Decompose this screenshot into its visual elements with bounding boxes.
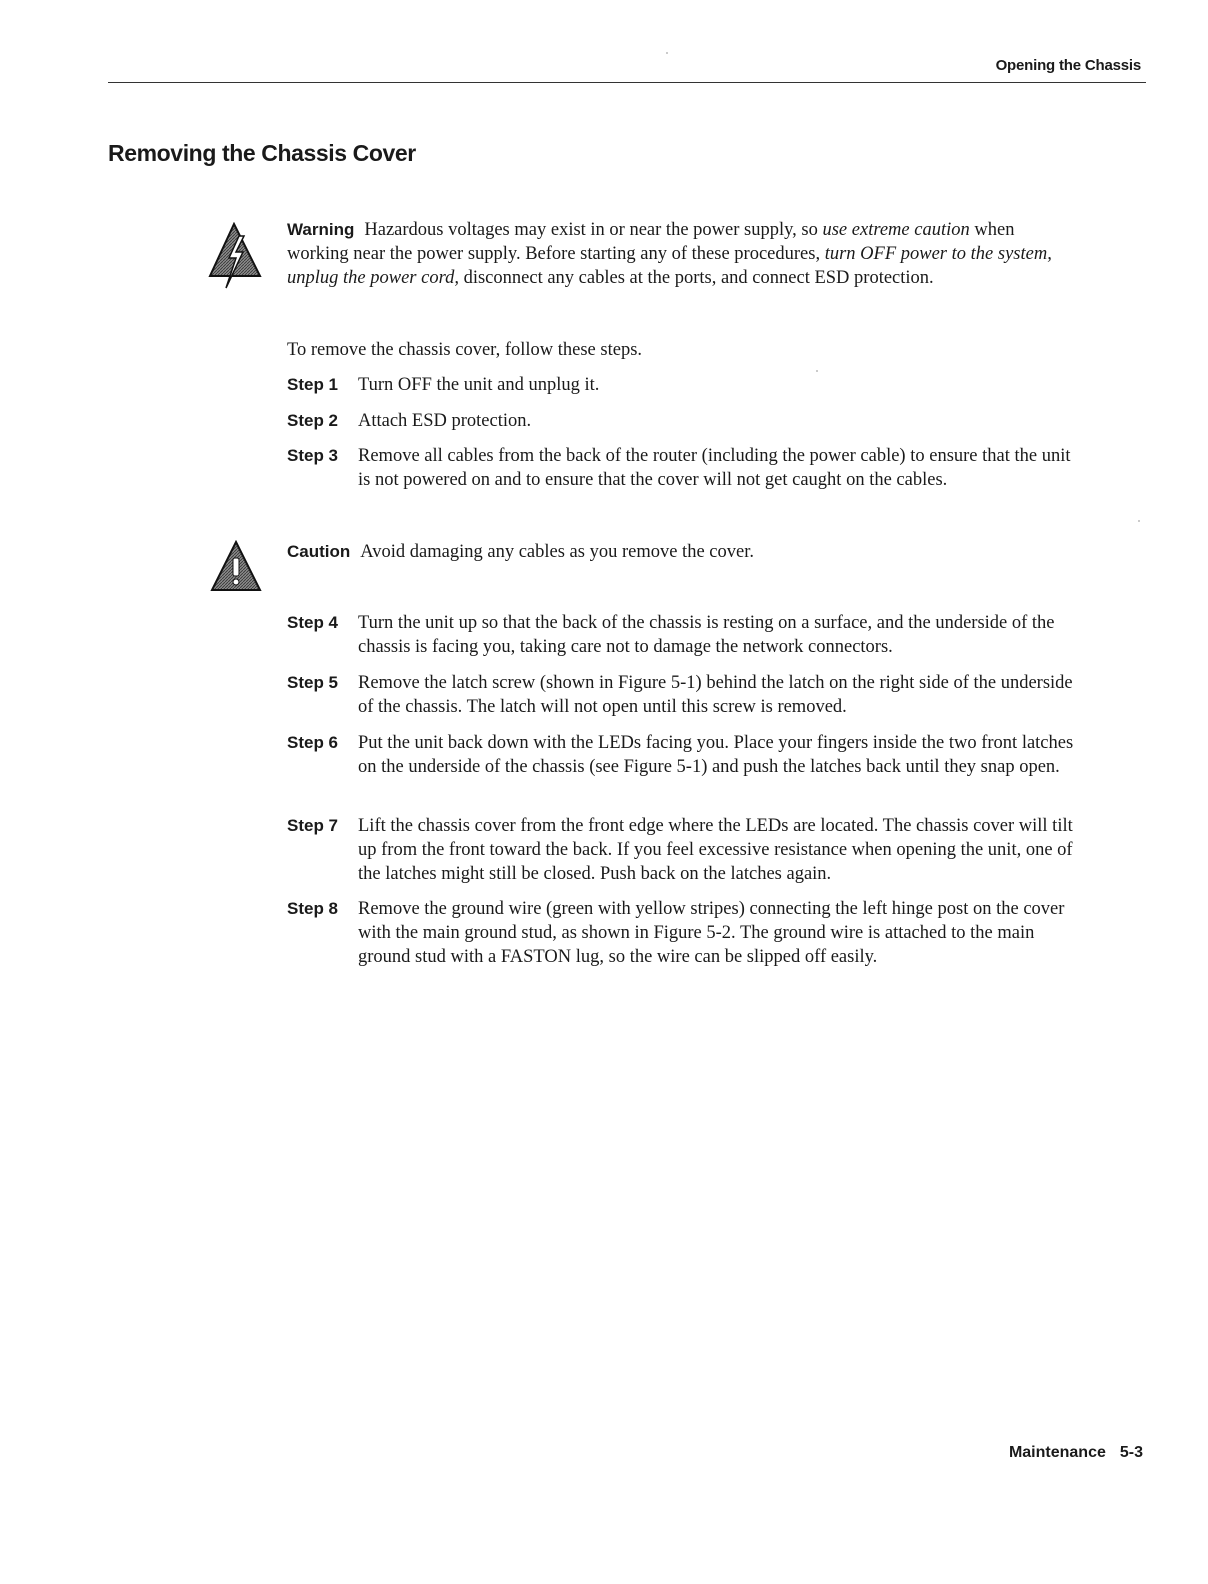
step-text: Turn OFF the unit and unplug it. (358, 375, 600, 395)
step-label: Step 6 (287, 733, 339, 752)
step-label: Step 3 (287, 446, 339, 465)
caution-text: Avoid damaging any cables as you remove the cover. (360, 542, 754, 562)
warning-text-1: Hazardous voltages may exist in or near the power supply, so (364, 220, 823, 240)
scan-speck (666, 52, 668, 54)
intro-paragraph: To remove the chassis cover, follow these steps. (287, 340, 643, 360)
section-title: Removing the Chassis Cover (108, 140, 416, 166)
running-header: Opening the Chassis (995, 57, 1141, 74)
header-rule (108, 82, 1146, 83)
step-4 (287, 611, 1077, 659)
step-text: Remove all cables from the back of the router (including the power cable) to ensure that the unit is not powered on and to ensure that the cover will not get caught on the cables. (358, 446, 1071, 490)
step-1 (287, 373, 1077, 397)
step-label: Step 2 (287, 411, 339, 430)
step-text: Lift the chassis cover from the front edge where the LEDs are located. The chassis cover will tilt up from the front toward the back. If you feel excessive resistance when opening the unit, one of the latches might still be closed. Push back on the latches again. (358, 816, 1073, 884)
warning-notice (287, 218, 1072, 290)
step-text: Remove the latch screw (shown in Figure 5-1) behind the latch on the right side of the underside of the chassis. The latch will not open until this screw is removed. (358, 673, 1073, 717)
warning-label: Warning (287, 220, 355, 239)
step-text: Remove the ground wire (green with yellow stripes) connecting the left hinge post on the cover with the main ground stud, as shown in Figure 5-2. The ground wire is attached to the main ground stud with a FASTON lug, so the wire can be slipped off easily. (358, 899, 1065, 967)
step-5 (287, 671, 1077, 719)
step-6 (287, 731, 1077, 779)
step-label: Step 7 (287, 816, 339, 835)
step-label: Step 8 (287, 899, 339, 918)
step-text: Turn the unit up so that the back of the chassis is resting on a surface, and the underside of the chassis is facing you, taking care not to damage the network connectors. (358, 613, 1055, 657)
step-2 (287, 409, 1077, 433)
scan-speck (1138, 520, 1140, 522)
step-8 (287, 897, 1077, 969)
step-3 (287, 444, 1077, 492)
warning-emphasis-2: turn OFF power to the system, unplug the power cord, (287, 244, 1052, 288)
step-7 (287, 814, 1077, 886)
step-label: Step 5 (287, 673, 339, 692)
step-text: Attach ESD protection. (358, 411, 532, 431)
warning-lightning-icon (208, 222, 264, 290)
footer-section: Maintenance (1008, 1444, 1106, 1461)
warning-emphasis-1: use extreme caution (822, 220, 970, 240)
caution-label: Caution (287, 542, 351, 561)
caution-exclamation-icon (210, 540, 262, 592)
page-number: 5-3 (1119, 1444, 1143, 1461)
step-label: Step 4 (287, 613, 339, 632)
warning-text-2: when working near the power supply. Before starting any of these procedures, (287, 220, 1015, 264)
caution-notice (287, 540, 1072, 564)
step-text: Put the unit back down with the LEDs facing you. Place your fingers inside the two front latches on the underside of the chassis (see Figure 5-1) and push the latches back until they snap open. (358, 733, 1074, 777)
warning-text-3: disconnect any cables at the ports, and connect ESD protection. (458, 268, 934, 288)
scan-speck (816, 370, 818, 372)
step-label: Step 1 (287, 375, 339, 394)
page-footer (1009, 1444, 1143, 1462)
